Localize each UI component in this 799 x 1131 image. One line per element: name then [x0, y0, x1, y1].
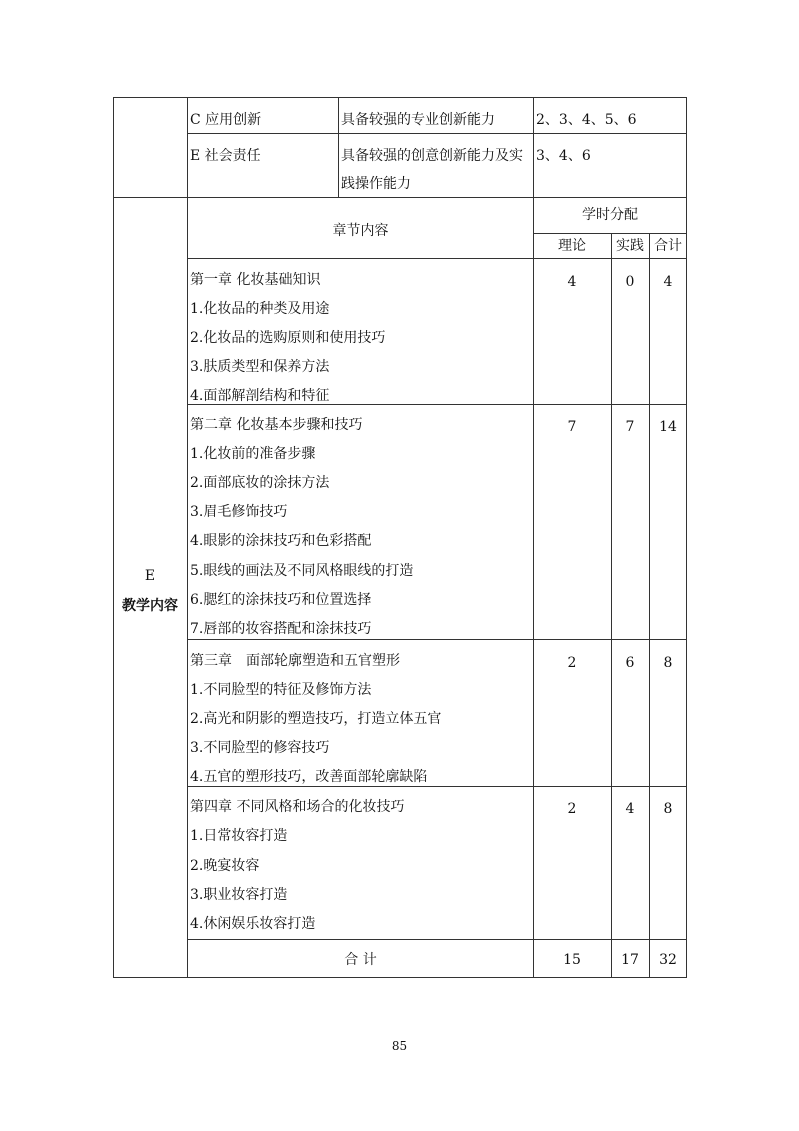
- chapter-item: 6.腮红的涂抹技巧和位置选择: [190, 592, 372, 608]
- chapter-item: 4.面部解剖结构和特征: [190, 388, 330, 404]
- chapter-item: 1.化妆前的准备步骤: [190, 446, 316, 462]
- header-hours-allocation: 学时分配: [582, 207, 638, 223]
- objective-requirement-line1: 具备较强的创意创新能力及实: [341, 148, 523, 164]
- chapter-item: 2.面部底妆的涂抹方法: [190, 475, 330, 491]
- chapter-item: 2.晚宴妆容: [190, 858, 260, 874]
- header-chapter-content: 章节内容: [332, 223, 389, 239]
- header-theory: 理论: [558, 238, 586, 254]
- chapter-item: 4.五官的塑形技巧，改善面部轮廓缺陷: [190, 769, 428, 785]
- chapter-item: 1.日常妆容打造: [190, 828, 288, 844]
- header-practice: 实践: [616, 238, 644, 254]
- chapter-item: 3.肤质类型和保养方法: [190, 359, 330, 375]
- chapter-item: 3.职业妆容打造: [190, 887, 288, 903]
- practice-hours: 0: [625, 274, 635, 290]
- theory-hours: 2: [567, 801, 577, 817]
- chapter-item: 2.化妆品的选购原则和使用技巧: [190, 330, 386, 346]
- chapter-item: 3.眉毛修饰技巧: [190, 504, 288, 520]
- practice-hours: 7: [625, 419, 635, 435]
- theory-hours: 4: [567, 274, 577, 290]
- chapter-item: 2.高光和阴影的塑造技巧，打造立体五官: [190, 711, 442, 727]
- total-hours: 8: [663, 655, 673, 671]
- practice-hours: 4: [625, 801, 635, 817]
- totals-practice: 17: [621, 952, 639, 968]
- chapter-title: 第一章 化妆基础知识: [190, 272, 321, 288]
- chapter-item: 1.不同脸型的特征及修饰方法: [190, 682, 372, 698]
- chapter-title: 第四章 不同风格和场合的化妆技巧: [190, 799, 405, 815]
- total-hours: 4: [663, 274, 673, 290]
- theory-hours: 7: [567, 419, 577, 435]
- section-name: 教学内容: [122, 598, 178, 614]
- chapter-item: 4.眼影的涂抹技巧和色彩搭配: [190, 533, 372, 549]
- chapter-item: 3.不同脸型的修容技巧: [190, 740, 330, 756]
- objective-code: C 应用创新: [190, 112, 262, 128]
- chapter-item: 1.化妆品的种类及用途: [190, 301, 330, 317]
- totals-theory: 15: [563, 952, 581, 968]
- chapter-title: 第二章 化妆基本步骤和技巧: [190, 417, 363, 433]
- chapter-title: 第三章 面部轮廓塑造和五官塑形: [190, 653, 400, 669]
- totals-label: 合 计: [344, 952, 377, 968]
- chapter-item: 7.唇部的妆容搭配和涂抹技巧: [190, 621, 372, 637]
- chapter-item: 5.眼线的画法及不同风格眼线的打造: [190, 563, 414, 579]
- total-hours: 14: [659, 419, 677, 435]
- total-hours: 8: [663, 801, 673, 817]
- practice-hours: 6: [625, 655, 635, 671]
- section-code: E: [144, 568, 156, 584]
- objective-requirement-line2: 践操作能力: [341, 176, 411, 192]
- header-total: 合计: [654, 238, 682, 254]
- theory-hours: 2: [567, 655, 577, 671]
- chapter-item: 4.休闲娱乐妆容打造: [190, 916, 316, 932]
- objective-requirement: 具备较强的专业创新能力: [341, 112, 495, 128]
- objective-courses: 2、3、4、5、6: [536, 112, 637, 128]
- objective-courses: 3、4、6: [536, 148, 591, 164]
- totals-total: 32: [659, 952, 677, 968]
- objective-code: E 社会责任: [190, 148, 261, 164]
- page-number: 85: [391, 1039, 408, 1053]
